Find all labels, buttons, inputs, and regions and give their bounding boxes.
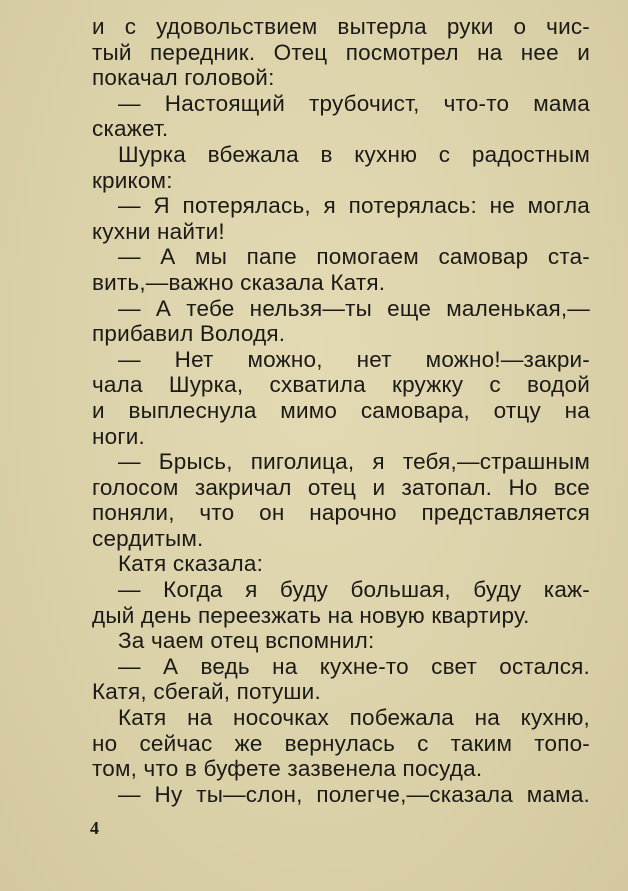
text-line: — Ну ты—слон, полегче,—сказала мама.: [118, 781, 590, 807]
text-line: дый день переезжать на новую квартиру.: [92, 602, 530, 628]
text-line: вить,—важно сказала Катя.: [92, 269, 386, 295]
text-line: голосом закричал отец и затопал. Но все: [92, 474, 590, 500]
text-line: — Нет можно, нет можно!—закри-: [118, 346, 590, 372]
text-line: прибавил Володя.: [92, 321, 286, 347]
text-line: и с удовольствием вытерла руки о чис-: [92, 14, 590, 39]
text-line: поняли, что он нарочно представляется: [92, 500, 590, 526]
text-line: Катя, сбегай, потуши.: [92, 679, 321, 705]
text-line: ноги.: [92, 423, 145, 449]
text-line: покачал головой:: [92, 65, 275, 91]
text-line: Катя на носочках побежала на кухню,: [118, 705, 590, 731]
text-line: сердитым.: [92, 525, 204, 551]
text-line: тый передник. Отец посмотрел на нее и: [92, 39, 590, 65]
text-line: — Настоящий трубочист, что-то мама: [118, 90, 590, 116]
text-line: криком:: [92, 167, 173, 193]
page-number: 4: [90, 818, 99, 838]
page-body-text: [92, 14, 590, 807]
text-line: — Я потерялась, я потерялась: не могла: [118, 193, 590, 219]
text-line: и выплеснула мимо самовара, отцу на: [92, 397, 590, 423]
text-line: но сейчас же вернулась с таким топо-: [92, 730, 590, 756]
text-line: — А мы папе помогаем самовар ста-: [118, 244, 590, 270]
text-line: Шурка вбежала в кухню с радостным: [118, 141, 590, 167]
text-line: — А ведь на кухне-то свет остался.: [118, 653, 590, 679]
text-line: том, что в буфете зазвенела посуда.: [92, 756, 483, 782]
text-line: кухни найти!: [92, 218, 225, 244]
text-line: Катя сказала:: [118, 551, 264, 577]
text-line: — Когда я буду большая, буду каж-: [118, 577, 590, 603]
text-line: За чаем отец вспомнил:: [118, 628, 375, 654]
text-line: чала Шурка, схватила кружку с водой: [92, 372, 590, 398]
text-line: скажет.: [92, 116, 169, 142]
text-line: — А тебе нельзя—ты еще маленькая,—: [118, 295, 590, 321]
text-line: — Брысь, пиголица, я тебя,—страшным: [118, 449, 590, 475]
